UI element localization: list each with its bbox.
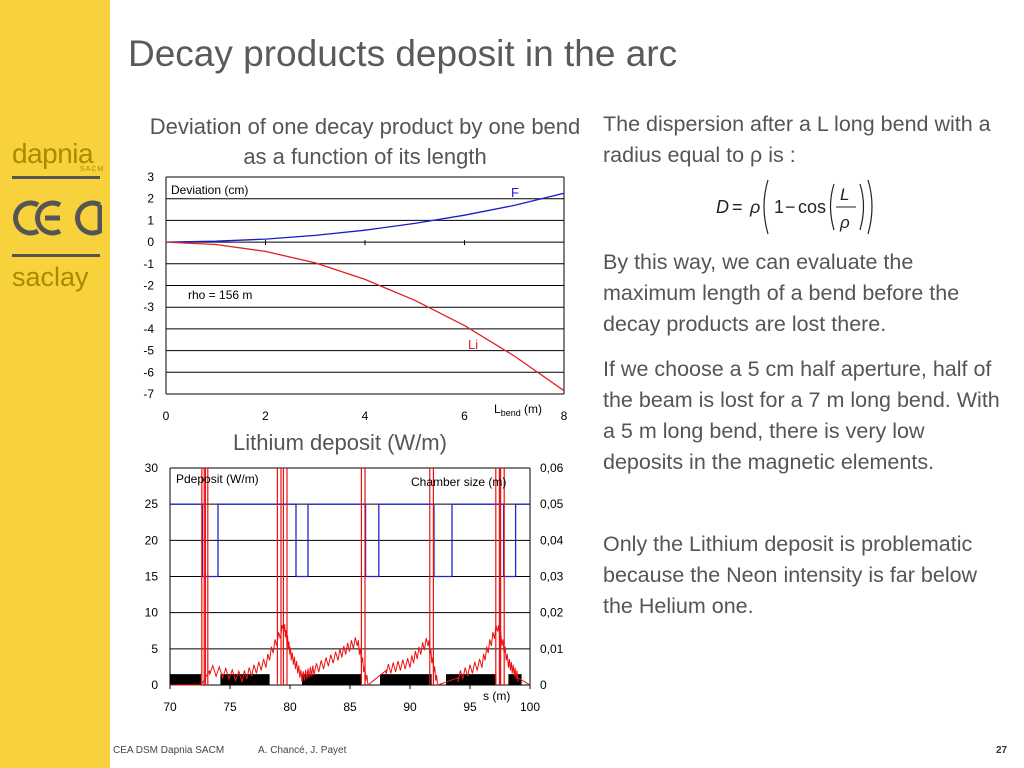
aperture-text: If we choose a 5 cm half aperture, half of the beam is lost for a 7 m long bend. With a 5 m long bend, there is very low deposits in the magnetic elements. [603, 357, 1000, 474]
formula-equals: = [732, 197, 743, 217]
rho-annotation: rho = 156 m [188, 288, 253, 302]
chart2-title: Lithium deposit (W/m) [233, 430, 447, 455]
y-right-tick-label: 0,04 [540, 533, 564, 548]
y-right-tick-label: 0,01 [540, 641, 564, 656]
y-tick-label: 0 [147, 235, 154, 250]
y-left-tick-label: 10 [144, 605, 158, 620]
x-tick-label: 80 [283, 700, 297, 714]
formula-minus: − [785, 197, 796, 217]
y-tick-label: -7 [143, 387, 154, 401]
footer-authors: A. Chancé, J. Payet [258, 745, 347, 756]
series-label-f: F [511, 185, 519, 200]
y-right-axis-label: Chamber size (m) [411, 475, 507, 489]
x-tick-label: 0 [162, 409, 170, 423]
formula-denominator: ρ [840, 213, 850, 232]
y-tick-label: 1 [147, 213, 154, 228]
y-left-tick-label: 0 [151, 678, 158, 692]
y-left-tick-label: 15 [144, 569, 158, 584]
x-tick-label: 100 [519, 700, 541, 714]
x-tick-label: 8 [560, 409, 568, 423]
x-tick-label: 4 [361, 409, 369, 423]
x-tick-label: 2 [262, 409, 269, 423]
y-right-tick-label: 0,03 [540, 569, 564, 584]
y-tick-label: -6 [143, 365, 154, 380]
chart1-title: Deviation of one decay product by one bend as a function of its length [149, 114, 581, 169]
series-line-li [166, 242, 564, 391]
x-axis-label: $L_{bend}$ (m) [494, 402, 543, 418]
dispersion-formula [716, 172, 886, 240]
x-tick-label: 75 [223, 700, 237, 714]
y-left-axis-label: Pdeposit (W/m) [176, 472, 259, 486]
dispersion-text: The dispersion after a L long bend with a radius equal to ρ is : [603, 112, 991, 167]
y-left-tick-label: 30 [144, 461, 158, 475]
formula-one: 1 [774, 197, 785, 217]
sacm-logo-text: SACM [80, 166, 105, 173]
y-right-tick-label: 0,02 [540, 605, 564, 620]
series-line-f [166, 193, 564, 242]
formula-cos: cos [798, 197, 827, 217]
x-axis-label: s (m) [483, 689, 511, 703]
x-tick-label: 85 [343, 700, 357, 714]
x-tick-label: 90 [403, 700, 417, 714]
y-tick-label: 3 [147, 170, 154, 184]
y-right-tick-label: 0,06 [540, 461, 564, 475]
x-tick-label: 70 [163, 700, 177, 714]
saclay-logo-text: saclay [12, 262, 89, 292]
y-left-tick-label: 25 [144, 497, 158, 512]
slide-title: Decay products deposit in the arc [128, 33, 678, 74]
magnet-block [508, 674, 521, 685]
x-tick-label: 95 [463, 700, 477, 714]
y-left-tick-label: 20 [144, 533, 158, 548]
x-tick-label: 6 [461, 409, 468, 423]
page-number: 27 [996, 745, 1008, 756]
y-left-tick-label: 5 [151, 641, 158, 656]
magnet-block [170, 674, 201, 685]
lithium-text: Only the Lithium deposit is problematic because the Neon intensity is far below the Helium one. [603, 532, 978, 618]
magnet-block [380, 674, 432, 685]
y-tick-label: -4 [143, 321, 154, 336]
y-right-tick-label: 0,05 [540, 497, 564, 512]
y-tick-label: -3 [143, 300, 154, 315]
y-axis-label: Deviation (cm) [171, 183, 249, 197]
y-right-tick-label: 0 [540, 678, 547, 692]
y-tick-label: -5 [143, 343, 154, 358]
formula-lhs: D [716, 197, 729, 217]
dapnia-logo-text: dapnia [12, 138, 94, 169]
y-tick-label: 2 [147, 191, 154, 206]
formula-rho: ρ [750, 197, 761, 217]
magnet-block [302, 674, 362, 685]
evaluation-text: By this way, we can evaluate the maximum length of a bend before the decay products are lost there. [603, 250, 960, 336]
footer-organization: CEA DSM Dapnia SACM [113, 745, 225, 756]
series-label-li: Li [468, 337, 479, 352]
y-tick-label: -2 [143, 278, 154, 293]
y-tick-label: -1 [143, 256, 154, 271]
formula-numerator: L [840, 185, 850, 204]
